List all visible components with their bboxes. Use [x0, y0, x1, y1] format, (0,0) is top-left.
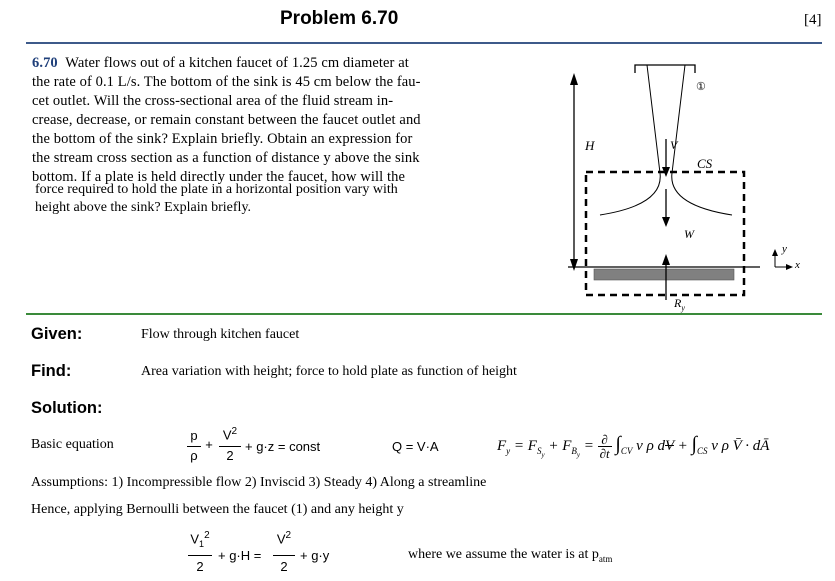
- problem-line: bottom. If a plate is held directly under the faucet, how will the: [32, 169, 406, 185]
- weight-label: W: [684, 227, 694, 241]
- page-number: [4]: [804, 12, 822, 28]
- fraction-bar: [188, 555, 212, 556]
- assumptions: Assumptions: 1) Incompressible flow 2) Inviscid 3) Steady 4) Along a streamline: [31, 475, 487, 490]
- bern-p: p: [190, 428, 198, 443]
- given-text: Flow through kitchen faucet: [141, 327, 300, 342]
- eq2-den2: 2: [280, 559, 288, 574]
- axis-y-label: y: [782, 243, 787, 255]
- eq2-v1: V: [190, 531, 200, 547]
- problem-line: Water flows out of a kitchen faucet of 1.25 cm diameter at: [65, 55, 409, 71]
- problem-line: the stream cross section as a function of distance y above the sink: [32, 150, 420, 166]
- bern-den: 2: [226, 448, 234, 463]
- given-label: Given:: [31, 325, 83, 343]
- velocity-label: V: [670, 138, 678, 152]
- header-rule: [26, 42, 822, 44]
- section-rule: [26, 313, 822, 315]
- faucet-diagram: [560, 55, 835, 315]
- find-text: Area variation with height; force to hold plate as function of height: [141, 364, 517, 379]
- problem-line: the bottom of the sink? Explain briefly. Obtain an expression for: [32, 131, 413, 147]
- problem-line: height above the sink? Explain briefly.: [35, 200, 252, 215]
- bern-v: V: [222, 427, 232, 443]
- bern-plus: +: [205, 437, 213, 452]
- eq2-den: 2: [196, 559, 204, 574]
- solution-label: Solution:: [31, 399, 103, 417]
- momentum-equation: $F_y = F_{S_y} + F_{B_y}$ = ∂ ∂t $\int_{CV}$ v ρ dV + $\int_{CS}$ v ρ V̄ · dĀ: [497, 432, 770, 462]
- bern-rest: + g·z = const: [245, 439, 321, 454]
- page-title: Problem 6.70: [280, 8, 399, 29]
- height-label: H: [585, 138, 595, 153]
- reaction-force-label: $R_y$: [674, 296, 685, 313]
- fraction-bar: [187, 446, 201, 447]
- eq2-mid: + g·H =: [218, 548, 262, 563]
- eq2-end: + g·y: [300, 548, 330, 563]
- hence-text: Hence, applying Bernoulli between the faucet (1) and any height y: [31, 502, 404, 517]
- problem-line: cet outlet. Will the cross-sectional area of the fluid stream in-: [32, 93, 394, 109]
- basic-equation-label: Basic equation: [31, 437, 114, 452]
- problem-statement-continued: [35, 181, 455, 217]
- bern-rho: ρ: [190, 448, 198, 463]
- problem-line: crease, decrease, or remain constant between the faucet outlet and: [32, 112, 421, 128]
- bern-sq: 2: [231, 426, 238, 437]
- find-label: Find:: [31, 362, 72, 380]
- problem-line: force required to hold the plate in a horizontal position vary with: [35, 182, 398, 197]
- point-1-label: ①: [696, 81, 706, 93]
- problem-line: the rate of 0.1 L/s. The bottom of the sink is 45 cm below the fau-: [32, 74, 421, 90]
- fraction-bar: [219, 446, 241, 447]
- problem-statement: [32, 54, 452, 187]
- fraction-bar: [273, 555, 295, 556]
- continuity-equation: Q = V·A: [392, 439, 439, 454]
- problem-number: 6.70: [32, 55, 58, 71]
- axis-x-label: x: [795, 259, 800, 271]
- patm-note: where we assume the water is at $p_{atm}$: [408, 547, 613, 564]
- eq2-v: V: [276, 531, 286, 547]
- control-surface-label: CS: [697, 156, 713, 171]
